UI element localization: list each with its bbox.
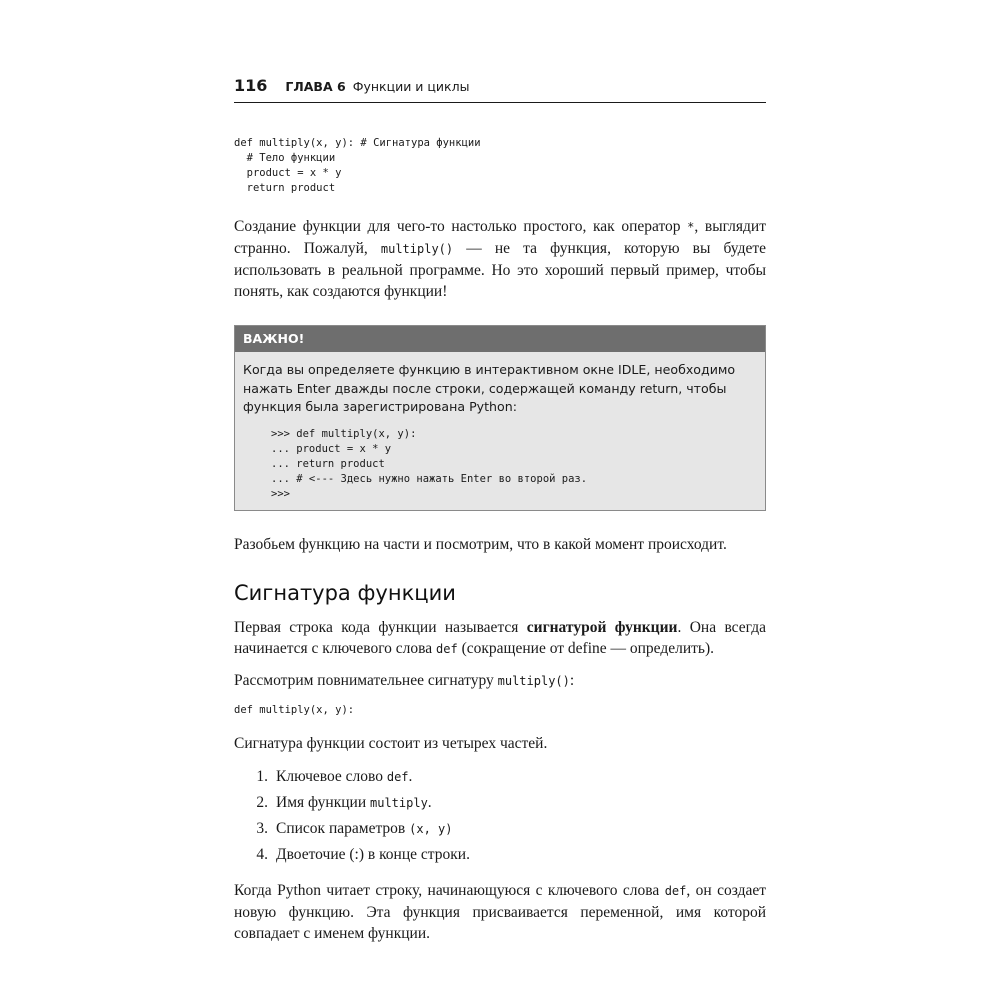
inline-code: * <box>687 220 695 234</box>
text-run: . <box>408 767 413 785</box>
text-run: Ключевое слово <box>276 767 387 785</box>
note-title: ВАЖНО! <box>235 326 765 352</box>
code-line: >>> def multiply(x, y): <box>271 427 417 440</box>
paragraph-python-reads <box>234 880 766 944</box>
text-run: , он создает новую функцию. Эта функция присваивается переменной, имя которой совпадает с именем функции. <box>234 881 766 942</box>
inline-code: multiply() <box>380 242 454 256</box>
signature-parts-list <box>234 766 766 870</box>
note-text: Когда вы определяете функцию в интерактивном окне IDLE, необходимо нажать Enter дважды после строки, содержащей команду return, чтобы функция была зарегистрирована Python: <box>243 362 736 414</box>
text-run: Имя функции <box>276 793 370 811</box>
text-run: Когда Python читает строку, начинающуюся с ключевого слова <box>234 881 665 899</box>
list-number: 4. <box>256 845 268 863</box>
code-line: ... # <--- Здесь нужно нажать Enter во второй раз. <box>271 472 588 485</box>
list-item <box>234 766 766 792</box>
bold-term: сигнатурой функции <box>526 618 678 636</box>
list-number: 1. <box>256 767 268 785</box>
text-run: Двоеточие (:) в конце строки. <box>276 845 470 863</box>
text-run: . Она всегда начинается с ключевого слова <box>234 618 766 657</box>
code-line: def multiply(x, y): # Сигнатура функции <box>234 137 481 149</box>
code-line: ... return product <box>271 457 385 470</box>
code-line-signature: def multiply(x, y): <box>234 703 355 716</box>
text-run: , выглядит странно. Пожалуй, <box>234 218 766 257</box>
running-header <box>234 76 766 103</box>
code-line: product = x * y <box>234 167 342 179</box>
inline-code: def <box>436 641 458 656</box>
list-number: 3. <box>256 819 268 837</box>
chapter-label: ГЛАВА 6 <box>285 79 346 94</box>
paragraph-intro <box>234 216 766 302</box>
paragraph-look-closer <box>234 670 766 692</box>
inline-code: multiply() <box>497 673 570 688</box>
paragraph-breakdown: Разобьем функцию на части и посмотрим, что в какой момент происходит. <box>234 535 727 553</box>
inline-code: def <box>386 769 409 784</box>
section-heading: Сигнатура функции <box>234 580 456 605</box>
text-run: — не та функция, которую вы будете использовать в реальной программе. Но это хороший первый пример, чтобы понять, как создаются функции! <box>234 240 767 300</box>
text-run: : <box>569 671 575 689</box>
list-number: 2. <box>256 793 268 811</box>
page-number: 116 <box>234 76 268 95</box>
text-run: Первая строка кода функции называется <box>234 618 527 636</box>
text-run: Создание функции для чего-то настолько простого, как оператор <box>234 218 688 235</box>
text-run: Список параметров <box>276 819 410 837</box>
code-line: return product <box>234 182 336 194</box>
code-line: >>> <box>271 487 290 500</box>
important-note-box <box>234 325 766 511</box>
text-run: Рассмотрим повнимательнее сигнатуру <box>234 671 498 689</box>
inline-code: (x, y) <box>409 821 453 836</box>
list-item <box>234 792 766 818</box>
paragraph-signature-intro <box>234 617 766 660</box>
inline-code: multiply <box>370 795 428 810</box>
book-page <box>234 76 766 944</box>
inline-code: def <box>664 883 687 898</box>
list-item <box>234 844 766 870</box>
note-code-block <box>235 417 765 510</box>
code-line: # Тело функции <box>234 152 336 164</box>
list-item <box>234 818 766 844</box>
text-run: . <box>427 793 432 811</box>
chapter-title: Функции и циклы <box>352 79 470 94</box>
code-line: ... product = x * y <box>271 442 392 455</box>
code-block-definition <box>234 136 766 196</box>
text-run: (сокращение от define — определить). <box>457 639 715 657</box>
paragraph-four-parts: Сигнатура функции состоит из четырех частей. <box>234 734 548 752</box>
